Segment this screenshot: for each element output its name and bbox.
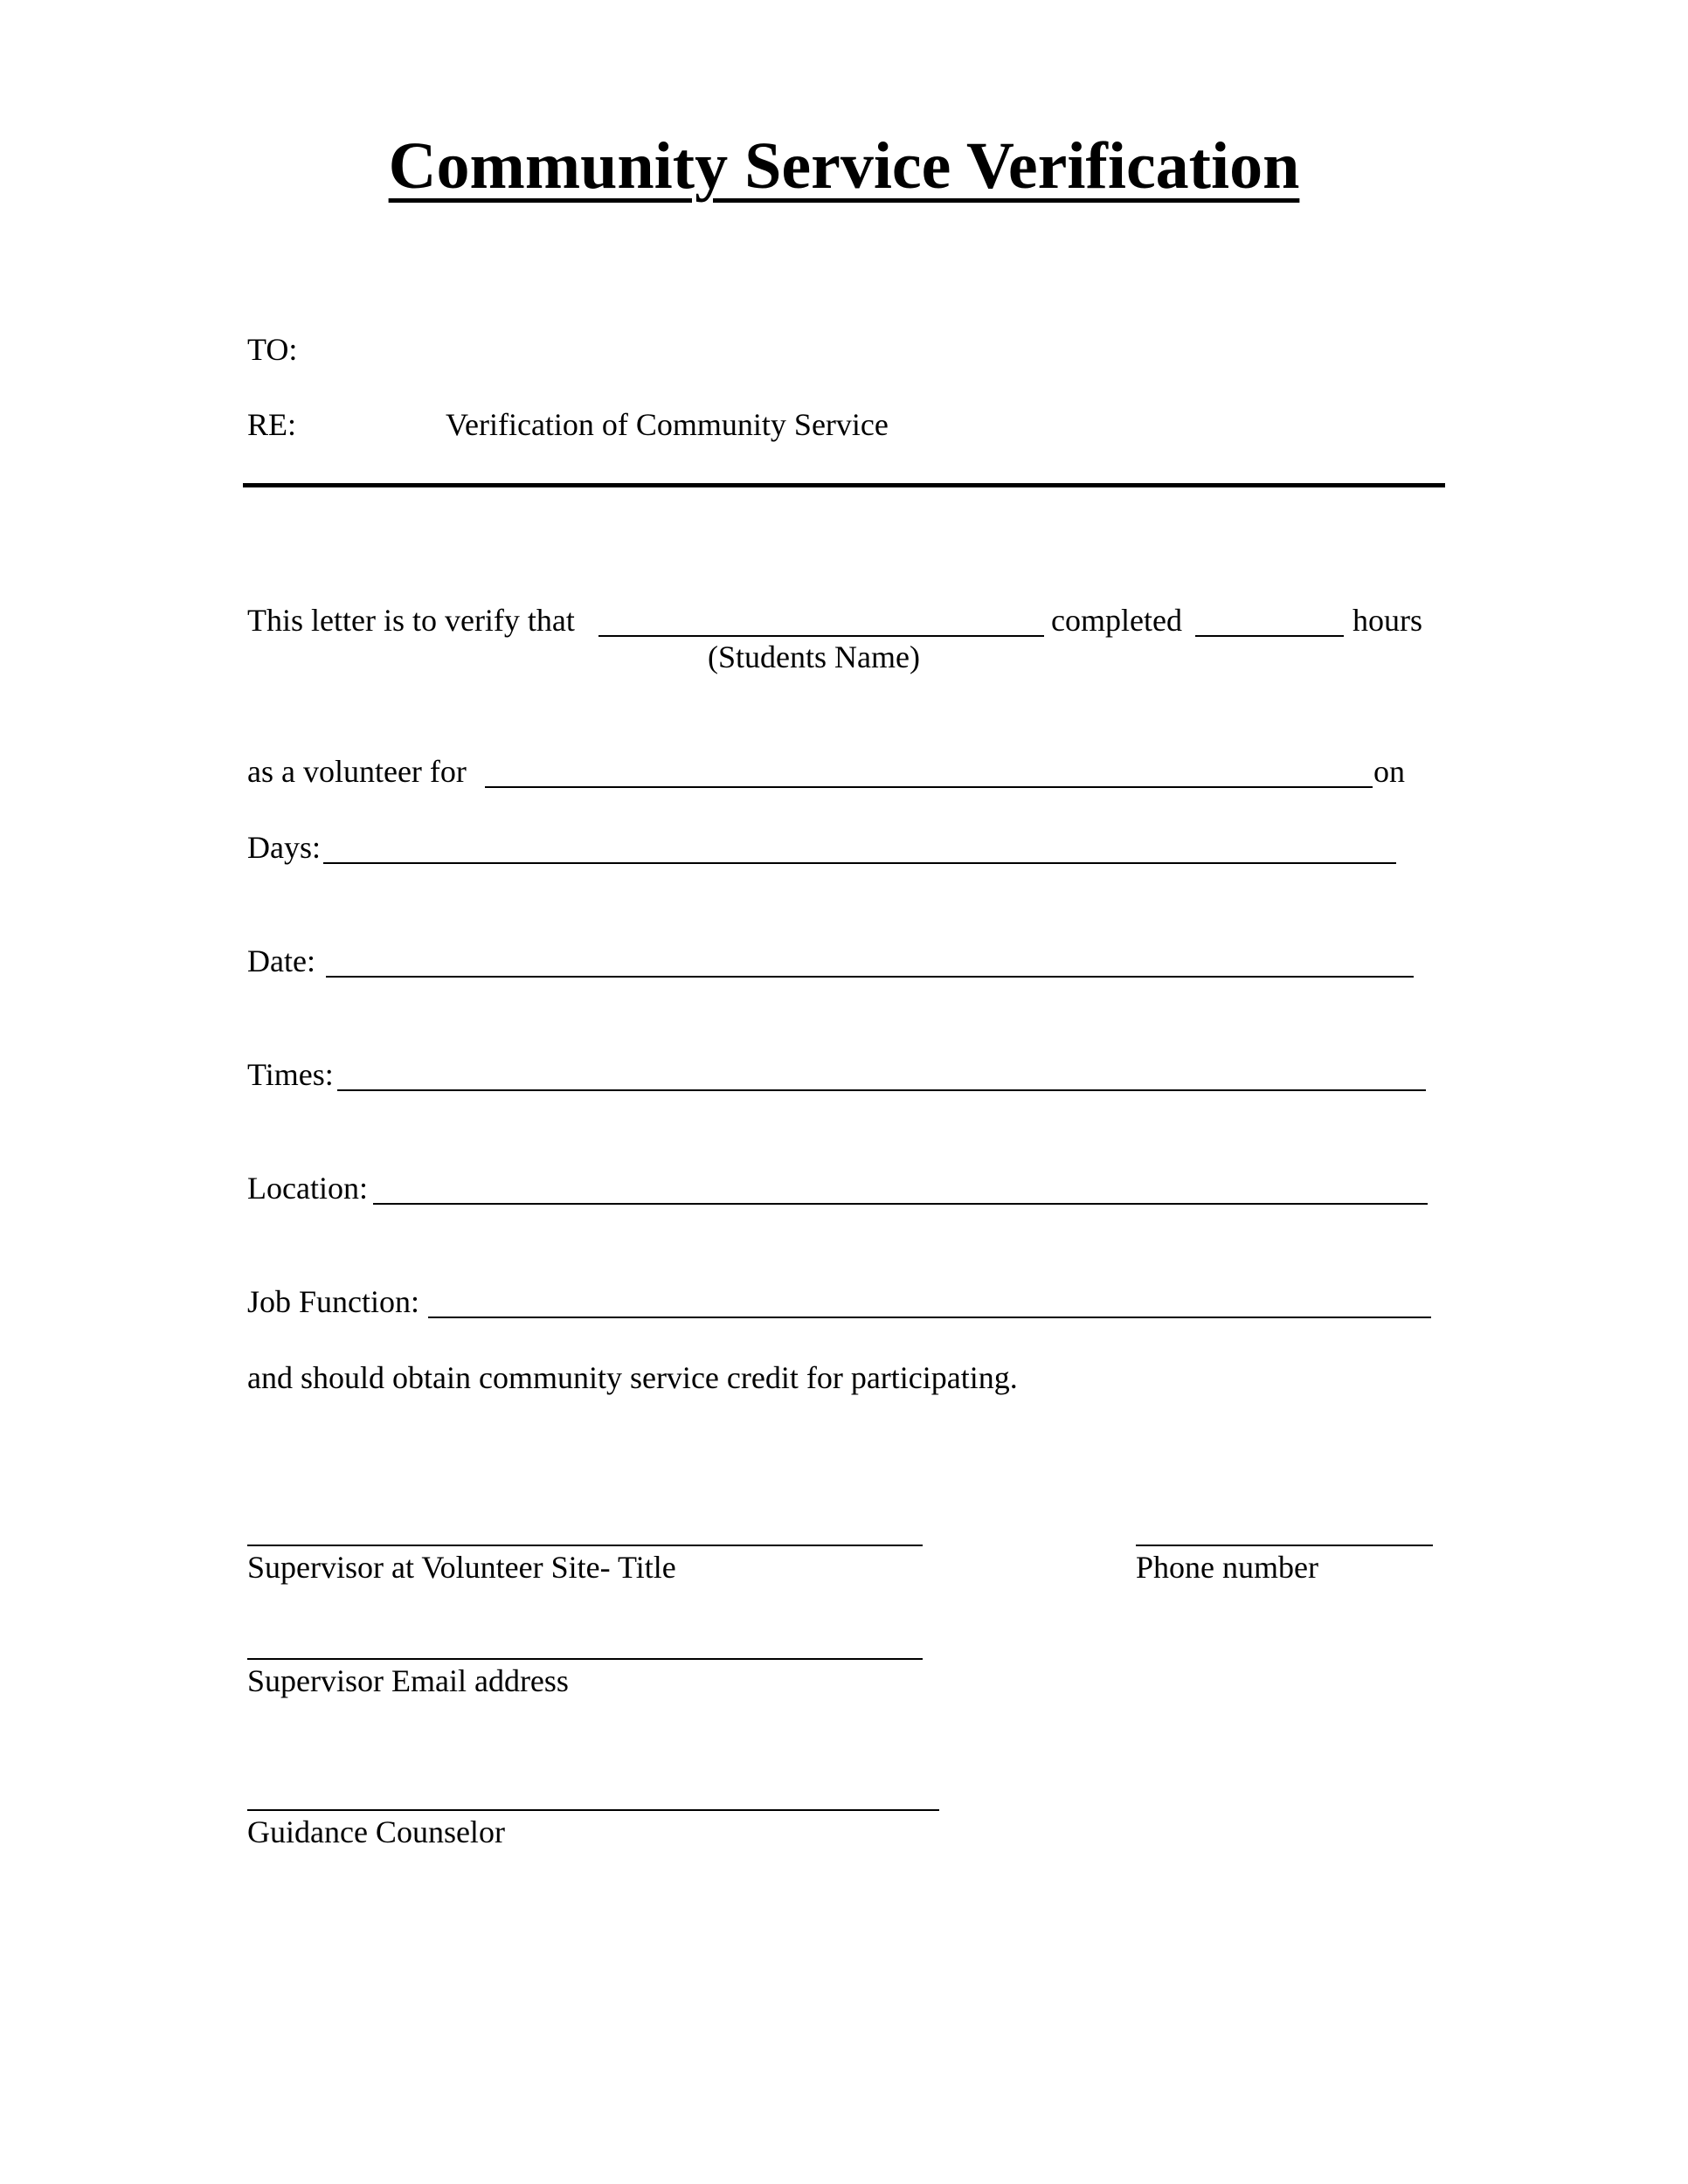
to-label: TO: [247,332,298,367]
days-label: Days: [247,830,321,865]
phone-number-line[interactable] [1136,1545,1433,1546]
job-function-label: Job Function: [247,1284,420,1319]
supervisor-title-label: Supervisor at Volunteer Site- Title [247,1550,676,1585]
closing-text: and should obtain community service credit for participating. [247,1360,1018,1395]
times-label: Times: [247,1057,334,1092]
re-value: Verification of Community Service [446,407,889,442]
date-field[interactable] [326,976,1414,978]
guidance-counselor-signature-line[interactable] [247,1809,939,1811]
guidance-counselor-label: Guidance Counselor [247,1814,505,1849]
on-text: on [1373,754,1405,789]
phone-number-label: Phone number [1136,1550,1318,1585]
supervisor-title-signature-line[interactable] [247,1545,923,1546]
hours-field[interactable] [1195,635,1344,637]
times-field[interactable] [337,1089,1426,1091]
document-title: Community Service Verification [388,129,1300,203]
supervisor-email-label: Supervisor Email address [247,1663,569,1698]
student-name-caption: (Students Name) [708,639,920,674]
header-divider [243,483,1445,487]
verify-intro-text: This letter is to verify that [247,603,575,638]
days-field[interactable] [323,862,1396,864]
student-name-field[interactable] [598,635,1044,637]
hours-text: hours [1352,603,1422,638]
organization-field[interactable] [485,786,1373,788]
job-function-field[interactable] [428,1317,1431,1318]
location-field[interactable] [373,1203,1428,1205]
location-label: Location: [247,1171,368,1206]
re-label: RE: [247,407,297,442]
completed-text: completed [1051,603,1182,638]
supervisor-email-line[interactable] [247,1658,923,1660]
date-label: Date: [247,943,315,978]
volunteer-for-text: as a volunteer for [247,754,467,789]
